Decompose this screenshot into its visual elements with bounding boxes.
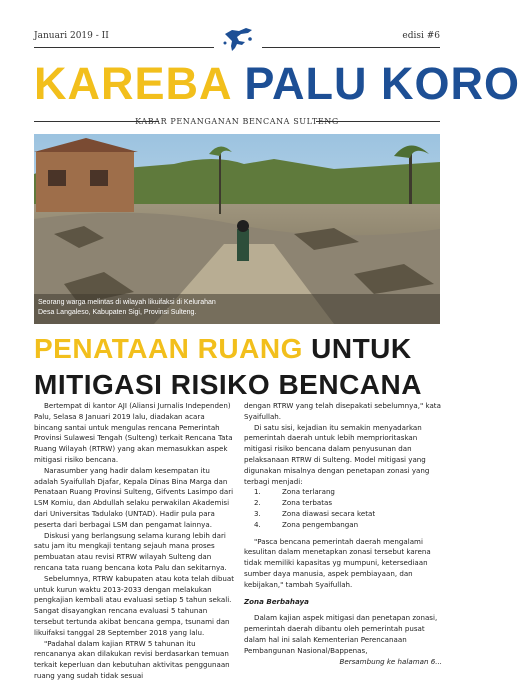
photo-caption	[38, 298, 268, 318]
article-column-right	[244, 401, 442, 667]
paragraph: Di satu sisi, kejadian itu semakin menyadarkan pemerintah daerah untuk lebih memprioritaskan mitigasi risiko bencana dalam penyusunan dan pelaksanaan RTRW di Sulteng. Model mitigasi yang digunakan misalnya dengan penetapan zonasi yang terbagi menjadi:	[244, 422, 430, 486]
continued-note: Bersambung ke halaman 6...	[339, 656, 442, 666]
list-item: 4. Zona pengembangan	[254, 519, 359, 529]
header-rule-left	[34, 47, 214, 48]
header-rule-right	[262, 47, 440, 48]
edition-number: edisi #6	[402, 31, 440, 41]
list-item: 1. Zona terlarang	[254, 487, 335, 497]
zone-list	[244, 487, 442, 530]
cover-photo	[34, 134, 440, 324]
paragraph: Diskusi yang berlangsung selama kurang lebih dari satu jam itu mengkaji tentang sejauh mana proses pembuatan atau revisi RTRW wilayah Sulteng dan rencana tata ruang bencana kota Palu dan sekitarnya.	[34, 530, 227, 572]
sulawesi-map-logo	[219, 24, 257, 54]
headline-part-1: UNTUK	[311, 333, 412, 364]
masthead-subtitle: KABAR PENANGANAN BENCANA SULTENG	[135, 117, 339, 126]
masthead-title	[34, 58, 520, 110]
paragraph: dengan RTRW yang telah disepakati sebelumnya," kata Syaifullah.	[244, 401, 441, 421]
issue-date: Januari 2019 - II	[34, 31, 109, 41]
caption-line-1: Seorang warga melintas di wilayah likuifaksi di Kelurahan	[38, 299, 216, 306]
paragraph: Bertempat di kantor AJI (Aliansi Jurnalis Independen) Palu, Selasa 8 Januari 2019 lalu, diadakan acara bincang santai untuk mengulas rencana Pemerintah Provinsi Sulawesi Tengah (Sulteng) terkait Rencana Tata Ruang Wilayah (RTRW) yang akan memasukkan aspek mitigasi risiko bencana.	[34, 401, 233, 464]
article-column-left	[34, 401, 234, 682]
paragraph: Sebelumnya, RTRW kabupaten atau kota telah dibuat untuk kurun waktu 2013-2033 dengan melakukan pengkajian kembali atau evaluasi setiap 5 tahun sekali. Sangat disayangkan rencana evaluasi 5 tahunan tersebut tertunda akibat bencana gempa, tsunami dan likuifaksi tanggal 28 September 2018 yang lalu.	[34, 573, 235, 637]
list-item: 2. Zona terbatas	[254, 498, 333, 508]
headline-highlight: PENATAAN RUANG	[34, 333, 303, 364]
masthead-part-2: PALU KORO	[244, 58, 520, 109]
article-headline	[34, 331, 440, 403]
headline-line-2: MITIGASI RISIKO BENCANA	[34, 369, 422, 400]
paragraph: "Pasca bencana pemerintah daerah mengalami kesulitan dalam menetapkan zonasi tersebut karena tidak memiliki kapasitas yg mumpuni, ketersediaan sumber daya manusia, aspek pembiayaan, dan kebijakan," tambah Syaifullah.	[244, 536, 431, 589]
list-item: 3. Zona diawasi secara ketat	[254, 508, 376, 518]
section-subheading: Zona Berbahaya	[244, 596, 309, 606]
masthead-part-1: KAREBA	[34, 58, 231, 109]
paragraph: Dalam kajian aspek mitigasi dan penetapan zonasi, pemerintah daerah dibantu oleh pemerintah pusat dalam hal ini salah Kementerian Perencanaan Pembangunan Nasional/Bappenas,	[244, 613, 438, 655]
paragraph: "Padahal dalam kajian RTRW 5 tahunan itu rencananya akan dilakukan revisi berdasarkan temuan terkait keperluan dan kebutuhan aktivitas penggunaan ruang yang sudah tidak sesuai	[34, 638, 230, 680]
caption-line-2: Desa Langaleso, Kabupaten Sigi, Provinsi Sulteng.	[38, 309, 197, 316]
paragraph: Narasumber yang hadir dalam kesempatan itu adalah Syaifullah Djafar, Kepala Dinas Bina Marga dan Penataan Ruang Provinsi Sulteng, Gifvents Lasimpo dari LSM Komiu, dan Abdullah selaku perwakilan Akademisi dari Universitas Tadulako (UNTAD). Hadir pula para peserta dari berbagai LSM dan pengamat lainnya.	[34, 465, 234, 529]
